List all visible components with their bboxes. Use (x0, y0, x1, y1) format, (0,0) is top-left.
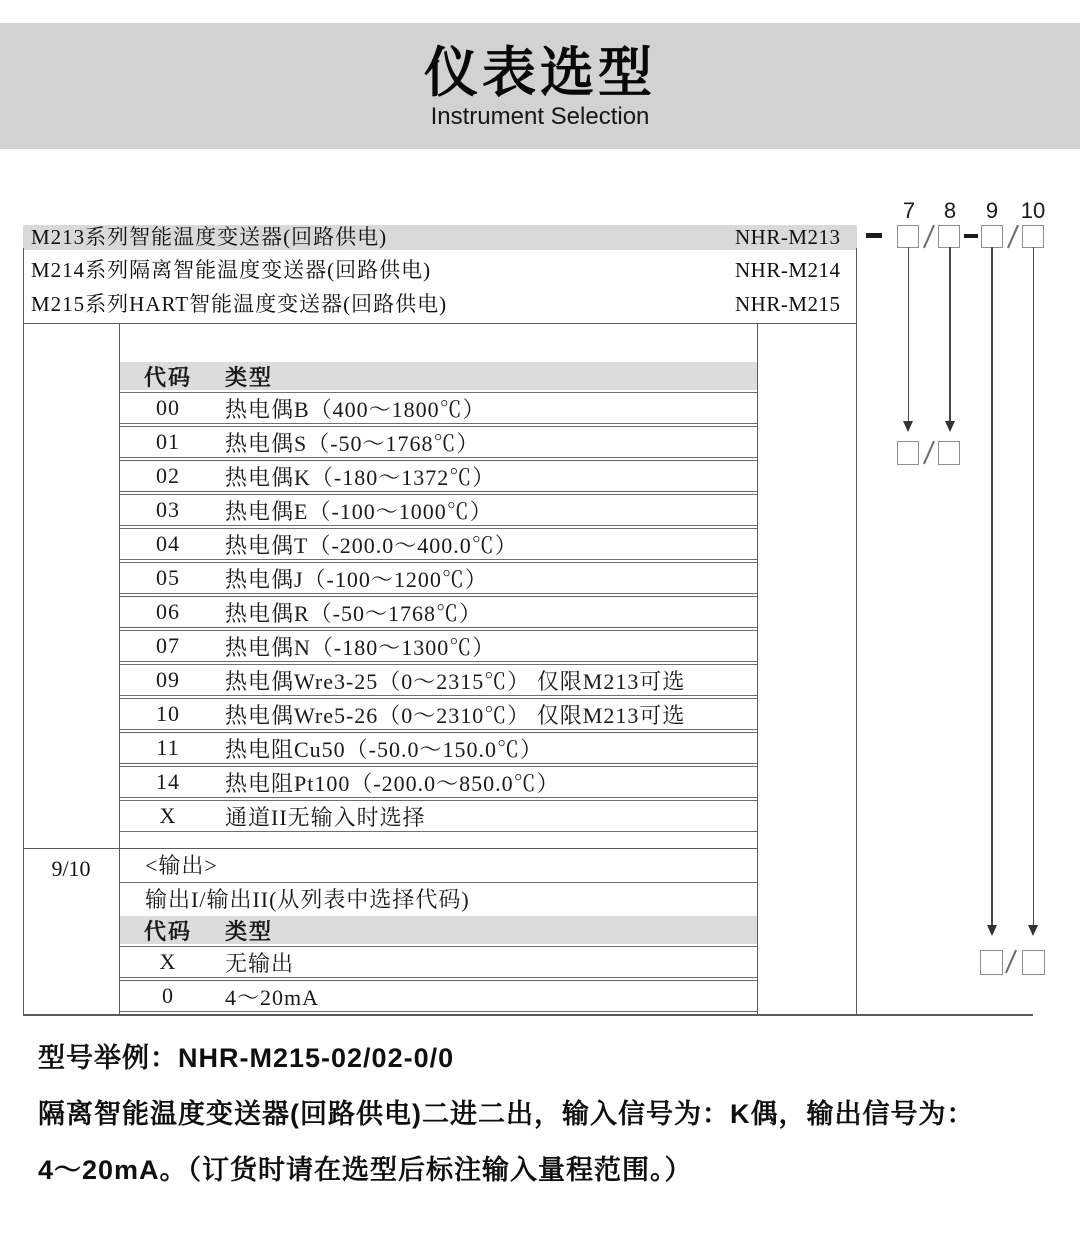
code-column-header: 代码 (143, 364, 192, 390)
connector-line-10 (1033, 247, 1035, 926)
type-cell: 热电偶Wre5-26（0～2310℃） 仅限M213可选 (225, 702, 686, 728)
slash-separator (923, 225, 935, 249)
example-description-line2: 4～20mA。（订货时请在选型后标注输入量程范围。） (38, 1155, 693, 1185)
type-cell: 热电偶T（-200.0～400.0℃） (225, 532, 518, 558)
model-row-m213 (23, 225, 857, 250)
type-cell: 热电偶N（-180～1300℃） (225, 634, 496, 660)
outer-box-right-border (856, 248, 858, 1015)
table-row (120, 698, 757, 730)
table-row (120, 800, 757, 832)
code-cell: 02 (156, 463, 180, 488)
input-code-box-8 (938, 441, 960, 465)
model-code: NHR-M214 (735, 258, 841, 282)
code-cell: X (159, 803, 177, 828)
input-table-header (120, 362, 757, 390)
output-table (120, 849, 757, 1012)
code-cell: 0 (162, 983, 174, 1008)
code-cell: 07 (156, 633, 180, 658)
arrow-down-icon (903, 421, 913, 432)
table-row (120, 766, 757, 798)
type-cell: 热电偶B（400～1800℃） (225, 396, 486, 422)
example-description-line1: 隔离智能温度变送器(回路供电)二进二出，输入信号为：K偶，输出信号为： (38, 1099, 975, 1129)
page-header (0, 23, 1080, 149)
code-box-8 (938, 225, 960, 248)
table-row (120, 980, 757, 1012)
code-cell: 06 (156, 599, 180, 624)
output-table-header (120, 916, 757, 944)
code-box-9 (981, 225, 1003, 248)
code-box-7 (897, 225, 919, 248)
model-description: M215系列HART智能温度变送器(回路供电) (31, 292, 448, 316)
output-table-body (120, 946, 757, 1012)
slash-separator (1007, 225, 1019, 249)
output-code-box-9 (980, 950, 1003, 975)
slash-separator (1005, 950, 1017, 974)
dash-separator (866, 233, 882, 238)
table-row (120, 596, 757, 628)
output-section-title: <输出> (120, 849, 757, 883)
type-cell: 4～20mA (225, 984, 320, 1010)
position-label-7: 7 (902, 198, 916, 223)
table-row (120, 732, 757, 764)
outer-box-left-border (23, 248, 25, 1015)
position-label-9: 9 (985, 198, 999, 223)
type-cell: 热电偶K（-180～1372℃） (225, 464, 496, 490)
type-cell: 热电偶S（-50～1768℃） (225, 430, 480, 456)
table-row (120, 426, 757, 458)
type-cell: 热电阻Cu50（-50.0～150.0℃） (225, 736, 544, 762)
type-cell: 无输出 (225, 950, 295, 976)
model-description: M214系列隔离智能温度变送器(回路供电) (31, 258, 432, 282)
table-row (120, 562, 757, 594)
model-description: M213系列智能温度变送器(回路供电) (31, 225, 388, 249)
input-table-body (120, 392, 757, 832)
connector-line-8 (949, 247, 951, 422)
code-cell: 14 (156, 769, 180, 794)
input-type-table (120, 362, 757, 832)
model-code: NHR-M213 (735, 225, 841, 249)
table-row (120, 392, 757, 424)
model-row-m215 (23, 291, 857, 317)
table-row (120, 946, 757, 978)
code-cell: 10 (156, 701, 180, 726)
code-cell: 05 (156, 565, 180, 590)
table-row (120, 528, 757, 560)
table-row (120, 460, 757, 492)
code-cell: 03 (156, 497, 180, 522)
code-cell: 09 (156, 667, 180, 692)
code-cell: 04 (156, 531, 180, 556)
type-cell: 热电偶E（-100～1000℃） (225, 498, 493, 524)
model-section-bottom-border (23, 323, 857, 325)
page-subtitle: Instrument Selection (430, 103, 650, 130)
dash-separator (964, 234, 978, 238)
output-section-subtitle: 输出I/输出II(从列表中选择代码) (145, 887, 470, 912)
model-row-m214 (23, 257, 857, 283)
position-label-8: 8 (943, 198, 957, 223)
output-code-box-10 (1022, 950, 1045, 975)
diagram-bottom-border (23, 1014, 1033, 1016)
arrow-down-icon (1028, 925, 1038, 936)
type-column-header: 类型 (225, 364, 274, 390)
table-row (120, 630, 757, 662)
model-code: NHR-M215 (735, 292, 841, 316)
type-cell: 热电偶Wre3-25（0～2315℃） 仅限M213可选 (225, 668, 686, 694)
code-cell: 11 (156, 735, 180, 760)
table-row (120, 664, 757, 696)
page-title: 仪表选型 (424, 43, 656, 103)
type-cell: 热电阻Pt100（-200.0～850.0℃） (225, 770, 560, 796)
code-column-header: 代码 (143, 918, 192, 944)
code-cell: X (159, 949, 177, 974)
connector-line-9 (991, 247, 993, 926)
input-code-box-7 (897, 441, 919, 465)
connector-line-7 (908, 247, 910, 422)
type-cell: 通道II无输入时选择 (225, 804, 426, 830)
type-cell: 热电偶J（-100～1200℃） (225, 566, 488, 592)
type-column-header: 类型 (225, 918, 274, 944)
code-box-10 (1022, 225, 1044, 248)
code-cell: 00 (156, 395, 180, 420)
example-model-number: 型号举例：NHR-M215-02/02-0/0 (38, 1043, 455, 1073)
arrow-down-icon (987, 925, 997, 936)
output-position-label: 9/10 (51, 856, 91, 881)
position-label-10: 10 (1020, 198, 1046, 223)
arrow-down-icon (945, 421, 955, 432)
type-cell: 热电偶R（-50～1768℃） (225, 600, 483, 626)
code-cell: 01 (156, 429, 180, 454)
slash-separator (923, 441, 935, 465)
table-row (120, 494, 757, 526)
